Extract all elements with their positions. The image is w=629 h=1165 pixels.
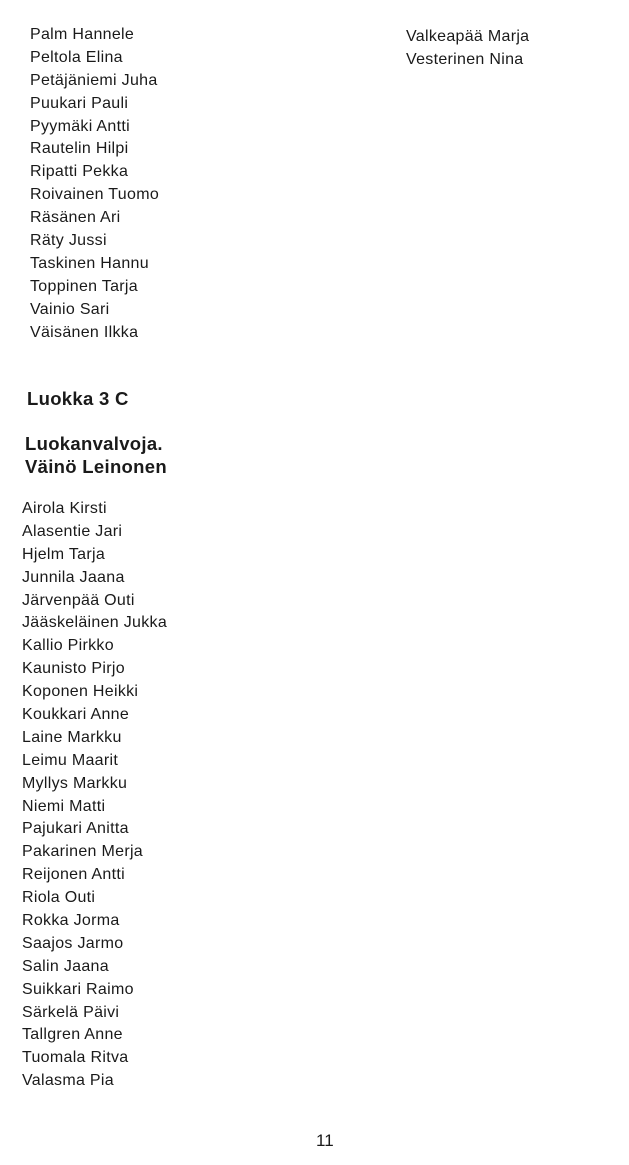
student-list-class-3c [22, 498, 167, 1093]
student-name: Hjelm Tarja [22, 545, 106, 563]
student-name: Valkeapää Marja [406, 28, 530, 45]
student-name: Junnila Jaana [22, 568, 125, 586]
student-name: Leimu Maarit [22, 751, 119, 769]
student-name: Taskinen Hannu [30, 254, 149, 272]
student-name: Tuomala Ritva [22, 1049, 129, 1067]
student-name: Saajos Jarmo [22, 934, 124, 952]
student-name: Valasma Pia [22, 1072, 114, 1090]
student-name: Koponen Heikki [22, 683, 139, 701]
student-name: Peltola Elina [30, 48, 123, 66]
student-name: Kaunisto Pirjo [22, 660, 125, 678]
student-name: Pakarinen Merja [22, 843, 143, 861]
student-name: Roivainen Tuomo [30, 186, 160, 204]
student-name: Salin Jaana [22, 957, 109, 975]
teacher-title: Luokanvalvoja. [25, 433, 163, 454]
student-name: Alasentie Jari [22, 522, 123, 540]
student-name: Räty Jussi [30, 232, 107, 250]
student-name: Räsänen Ari [30, 209, 121, 227]
student-name: Suikkari Raimo [22, 980, 134, 998]
student-name: Toppinen Tarja [30, 277, 138, 295]
student-name: Järvenpää Outi [22, 591, 135, 609]
student-name: Airola Kirsti [22, 500, 107, 517]
student-name: Pajukari Anitta [22, 820, 129, 838]
student-name: Niemi Matti [22, 797, 106, 815]
student-name: Vainio Sari [30, 300, 110, 318]
student-name: Palm Hannele [30, 26, 135, 43]
student-name: Myllys Markku [22, 774, 128, 792]
class-heading: Luokka 3 C [27, 388, 129, 409]
student-name: Rautelin Hilpi [30, 140, 129, 158]
student-name: Tallgren Anne [22, 1026, 123, 1044]
student-name: Puukari Pauli [30, 94, 129, 112]
student-name: Koukkari Anne [22, 706, 130, 724]
student-name: Laine Markku [22, 728, 122, 746]
student-list-continued [406, 26, 529, 72]
student-name: Pyymäki Antti [30, 117, 130, 135]
student-name: Petäjäniemi Juha [30, 71, 158, 89]
student-name: Särkelä Päivi [22, 1003, 120, 1021]
student-name: Ripatti Pekka [30, 163, 129, 181]
student-name: Väisänen Ilkka [30, 323, 139, 341]
student-list-previous-class [30, 24, 159, 344]
student-name: Kallio Pirkko [22, 637, 114, 655]
teacher-heading [25, 432, 167, 478]
student-name: Vesterinen Nina [406, 50, 524, 68]
teacher-name: Väinö Leinonen [25, 456, 167, 477]
student-name: Riola Outi [22, 889, 96, 907]
student-name: Reijonen Antti [22, 866, 125, 884]
student-name: Rokka Jorma [22, 912, 120, 930]
student-name: Jääskeläinen Jukka [22, 614, 168, 632]
page-number: 11 [316, 1131, 334, 1150]
